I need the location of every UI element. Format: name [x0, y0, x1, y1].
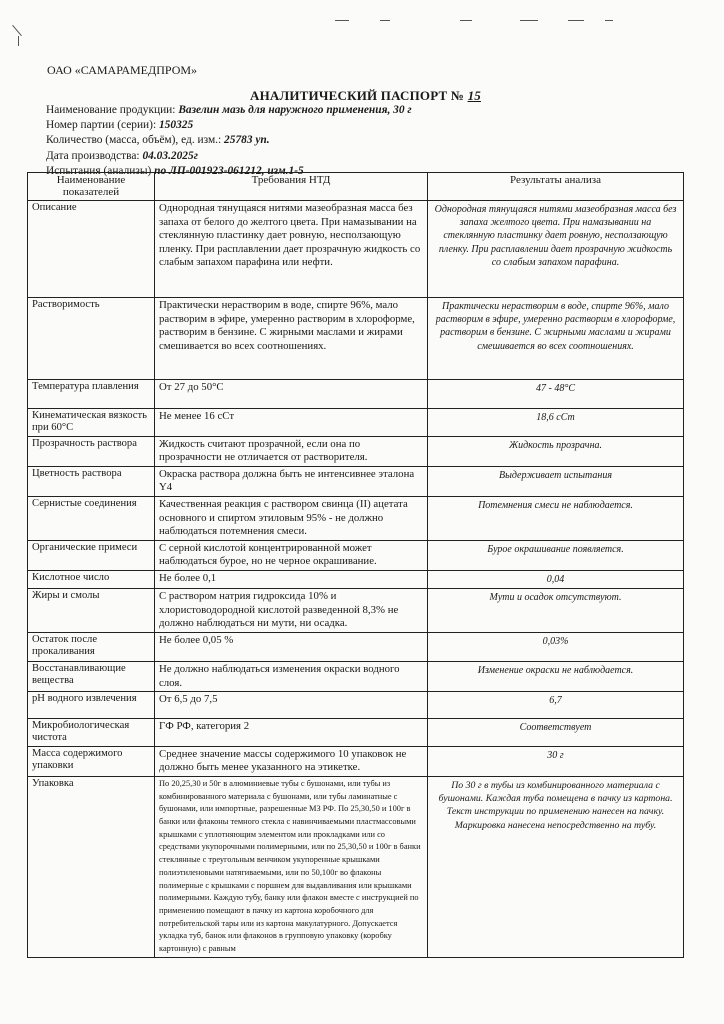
requirement-cell: Не должно наблюдаться изменения окраски водного слоя.	[155, 661, 428, 691]
indicator-cell: Жиры и смолы	[28, 589, 155, 633]
meta-value: 25783 уп.	[224, 134, 270, 147]
requirement-cell: Не более 0,1	[155, 570, 428, 588]
table-row	[28, 692, 684, 719]
table-row	[28, 409, 684, 437]
table-row	[28, 496, 684, 540]
scan-mark	[568, 20, 584, 21]
organization-name: ОАО «САМАРАМЕДПРОМ»	[47, 63, 198, 77]
meta-label: Количество (масса, объём), ед. изм.:	[46, 134, 222, 147]
result-cell: Мути и осадок отсутствуют.	[428, 589, 684, 633]
result-cell: Выдерживает испытания	[428, 466, 684, 496]
meta-label: Номер партии (серии):	[46, 119, 157, 132]
meta-line	[46, 149, 412, 164]
requirement-cell: Практически нерастворим в воде, спирте 96%, мало растворим в эфире, умеренно растворим в хлороформе, растворим в бензине. С жирными маслами и жирами смешивается во всех соотношениях.	[155, 298, 428, 380]
scan-mark	[520, 20, 538, 21]
result-cell: Практически нерастворим в воде, спирте 96%, мало растворим в эфире, умеренно растворим в хлороформе, растворим в бензине. С жирными маслами и жирами смешивается во всех соотношениях.	[428, 298, 684, 380]
requirement-cell: Качественная реакция с раствором свинца (II) ацетата основного и спиртом этиловым 95% - не должно наблюдаться потемнения смеси.	[155, 496, 428, 540]
requirement-cell: Не более 0,05 %	[155, 632, 428, 661]
indicator-cell: Прозрачность раствора	[28, 436, 155, 466]
meta-line	[46, 118, 412, 133]
requirement-cell: Жидкость считают прозрачной, если она по прозрачности не отличается от растворителя.	[155, 436, 428, 466]
table-row	[28, 466, 684, 496]
meta-label: Испытания (анализы)	[46, 164, 152, 177]
table-row	[28, 540, 684, 570]
indicator-cell: Цветность раствора	[28, 466, 155, 496]
indicator-cell: Упаковка	[28, 776, 155, 957]
indicator-cell: Кислотное число	[28, 570, 155, 588]
meta-line	[46, 133, 412, 148]
requirement-cell: По 20,25,30 и 50г в алюминиевые тубы с бушонами, или тубы из комбинированного материала с бушонами, или тубы ламинатные с бушонами, или импортные, разрешенные МЗ РФ. По 25,30,50 и 100г в банки или флаконы темного стекла с навинчиваемыми пластмассовыми крышками с уплотняющим элементом или прокладками или со средствами укупорочными полимерными, или по 25,30,50 и 100г в банки стеклянные с треугольным венчиком укупоренные крышками полиэтиленовыми натягиваемыми, или по 50,100г во флаконы полимерные с крышками с поршнем для выдавливания или крышками полимерными. Каждую тубу, банку или флакон вместе с инструкцией по применению помещают в пачку из картона коробочного для потребительской тары или из картона макулатурного. Допускается укладка туб, банок или флаконов в групповую упаковку (коробку картонную) с равным	[155, 776, 428, 957]
table-row	[28, 746, 684, 776]
table-row	[28, 570, 684, 588]
table-row	[28, 436, 684, 466]
indicator-cell: Масса содержимого упаковки	[28, 746, 155, 776]
table-row	[28, 776, 684, 957]
requirement-cell: Среднее значение массы содержимого 10 упаковок не должно быть менее указанного на этикетке.	[155, 746, 428, 776]
requirement-cell: От 6,5 до 7,5	[155, 692, 428, 719]
result-cell: 6,7	[428, 692, 684, 719]
result-cell: 18,6 сСт	[428, 409, 684, 437]
meta-value: Вазелин мазь для наружного применения, 30 г	[178, 104, 412, 116]
header-requirement: Требования НТД	[155, 173, 428, 201]
scan-mark	[18, 36, 19, 46]
indicator-cell: Температура плавления	[28, 380, 155, 409]
table-row	[28, 380, 684, 409]
result-cell: Бурое окрашивание появляется.	[428, 540, 684, 570]
result-cell: 47 - 48°С	[428, 380, 684, 409]
meta-line	[46, 103, 412, 118]
indicator-cell: Остаток после прокаливания	[28, 632, 155, 661]
requirement-cell: Не менее 16 сСт	[155, 409, 428, 437]
analysis-table	[27, 172, 684, 958]
requirement-cell: Окраска раствора должна быть не интенсивнее эталона Y4	[155, 466, 428, 496]
indicator-cell: Органические примеси	[28, 540, 155, 570]
table-row	[28, 298, 684, 380]
result-cell: Изменение окраски не наблюдается.	[428, 661, 684, 691]
table-row	[28, 719, 684, 747]
scan-mark	[335, 20, 349, 21]
indicator-cell: Растворимость	[28, 298, 155, 380]
product-meta	[46, 103, 412, 179]
scan-mark	[460, 20, 472, 21]
result-cell: 0,03%	[428, 632, 684, 661]
indicator-cell: Восстанавливающие вещества	[28, 661, 155, 691]
meta-value: 150325	[158, 119, 194, 132]
table-row	[28, 589, 684, 633]
meta-value: по ЛП-001923-061212, изм.1-5	[154, 164, 304, 177]
indicator-cell: рН водного извлечения	[28, 692, 155, 719]
result-cell: Соответствует	[428, 719, 684, 747]
requirement-cell: Однородная тянущаяся нитями мазеобразная масса без запаха от белого до желтого цвета. При намазывании на стеклянную пластинку дает ровную, несползающую пленку. При расплавлении дает прозрачную жидкость со слабым запахом парафина или нефти.	[155, 201, 428, 298]
requirement-cell: От 27 до 50°С	[155, 380, 428, 409]
indicator-cell: Описание	[28, 201, 155, 298]
scan-mark	[380, 20, 390, 21]
indicator-cell: Сернистые соединения	[28, 496, 155, 540]
result-cell: Жидкость прозрачна.	[428, 436, 684, 466]
meta-label: Дата производства:	[46, 149, 140, 162]
meta-label: Наименование продукции:	[46, 104, 176, 116]
scan-mark	[12, 25, 22, 36]
requirement-cell: ГФ РФ, категория 2	[155, 719, 428, 747]
scan-mark	[605, 20, 613, 21]
result-cell: 30 г	[428, 746, 684, 776]
indicator-cell: Микробиологическая чистота	[28, 719, 155, 747]
meta-value: 04.03.2025г	[142, 149, 198, 162]
table-row	[28, 632, 684, 661]
header-result: Результаты анализа	[428, 173, 684, 201]
table-row	[28, 201, 684, 298]
header-indicator: Наименование показателей	[28, 173, 155, 201]
result-cell: Потемнения смеси не наблюдается.	[428, 496, 684, 540]
result-cell: 0,04	[428, 570, 684, 588]
table-row	[28, 661, 684, 691]
table-header-row	[28, 173, 684, 201]
result-cell: По 30 г в тубы из комбинированного материала с бушонами. Каждая туба помещена в пачку из картона. Текст инструкции по применению нанесен на пачку. Маркировка нанесена непосредственно на тубу.	[428, 776, 684, 957]
requirement-cell: С серной кислотой концентрированной может наблюдаться бурое, но не черное окрашивание.	[155, 540, 428, 570]
document-title	[250, 88, 481, 104]
title-text: АНАЛИТИЧЕСКИЙ ПАСПОРТ №	[250, 88, 465, 103]
requirement-cell: С раствором натрия гидроксида 10% и хлористоводородной кислотой разведенной 8,3% не должно наблюдаться ни мути, ни осадка.	[155, 589, 428, 633]
result-cell: Однородная тянущаяся нитями мазеобразная масса без запаха желтого цвета. При намазывании на стеклянную пластинку дает ровную, несползающую пленку. При расплавлении дает прозрачную жидкость со слабым запахом парафина.	[428, 201, 684, 298]
indicator-cell: Кинематическая вязкость при 60°С	[28, 409, 155, 437]
passport-number: 15	[467, 88, 481, 103]
